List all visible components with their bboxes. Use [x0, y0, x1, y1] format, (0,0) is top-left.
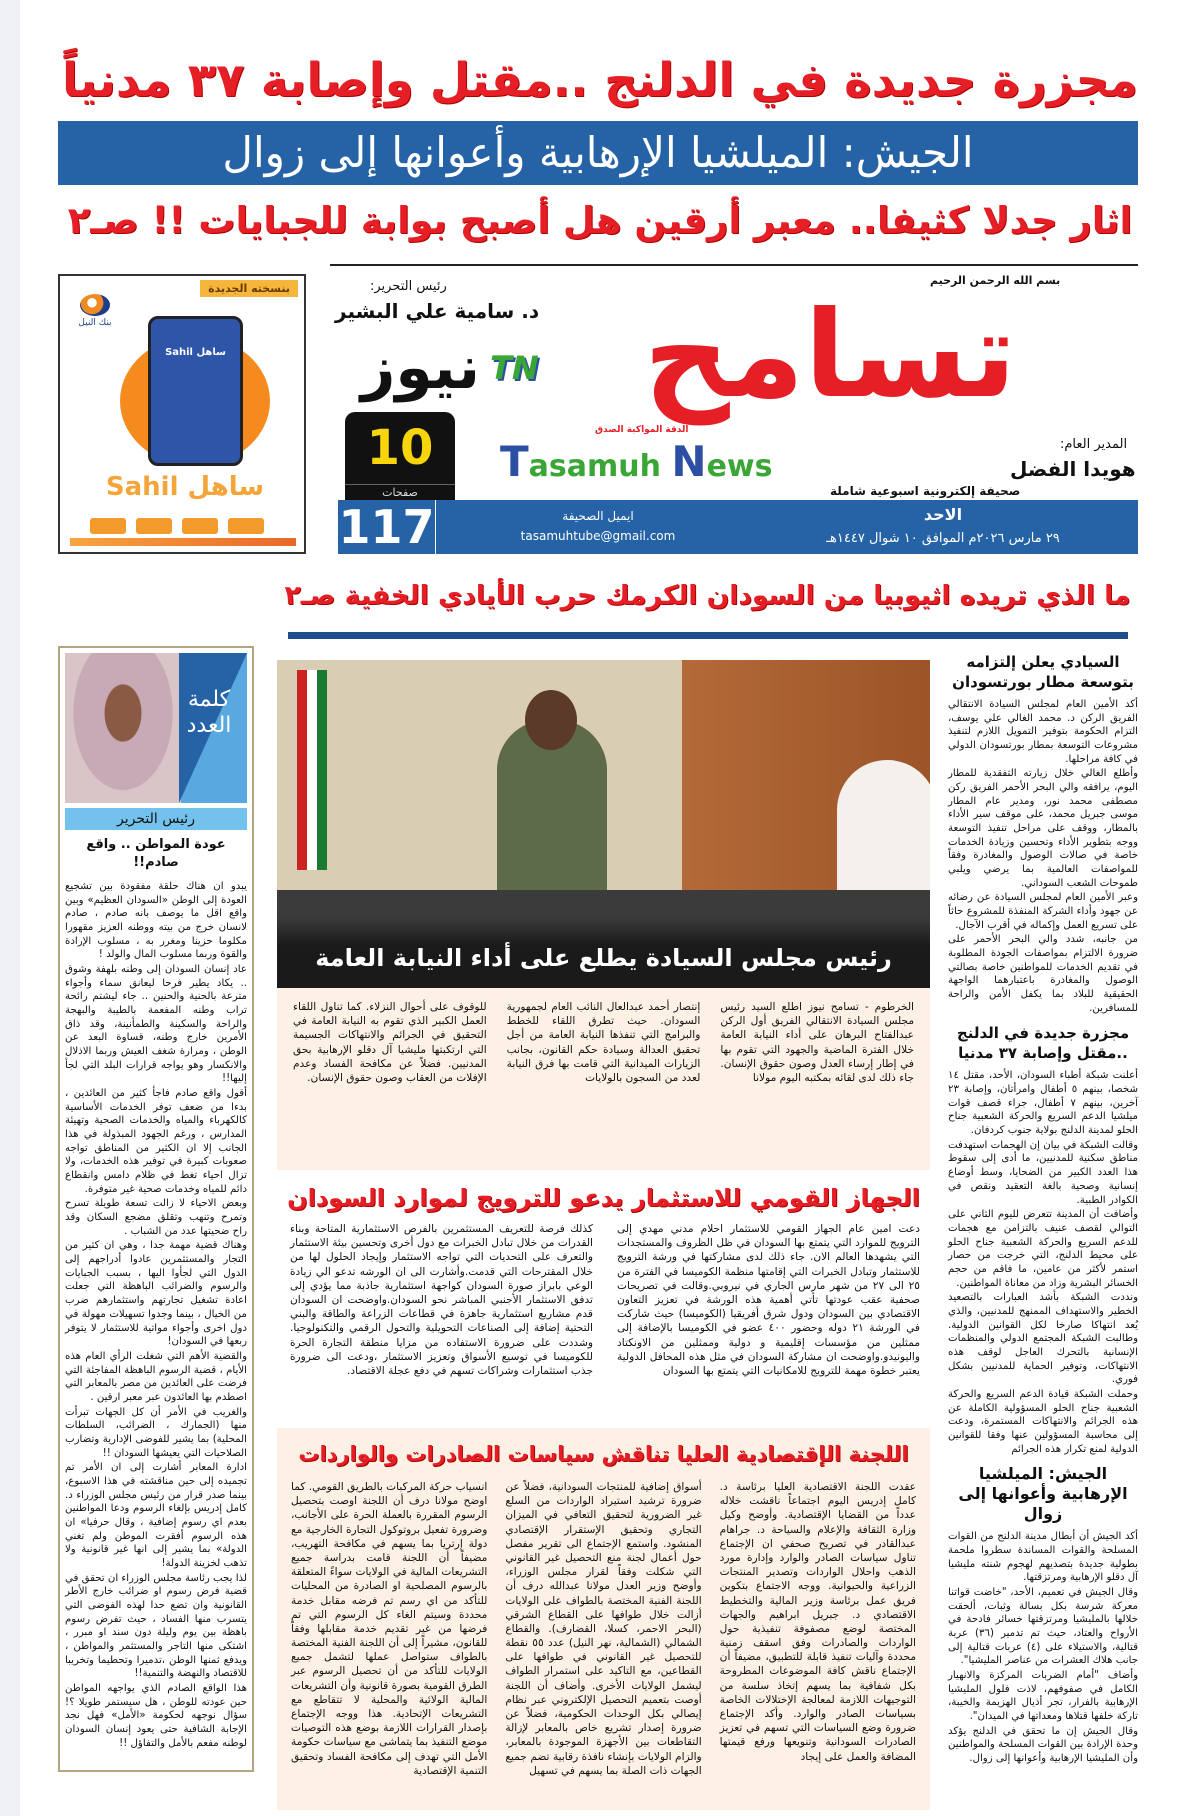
phone-graphic: ساهل Sahil — [148, 316, 243, 466]
paragraph: أكد الجيش أن أبطال مدينة الدلنج من القوات المسلحة والقوات المساندة سطروا ملحمة بطولية جديدة بتصديهم لهجوم شنته مليشيا آل دقلو الإرهابية ومرتزقتها. — [948, 1531, 1138, 1584]
column-badge: كلمة العدد — [186, 687, 232, 738]
sovereignty-article — [277, 988, 930, 1170]
sahil-logo: ساهل Sahil — [105, 472, 265, 502]
main-headline: مجزرة جديدة في الدلنج ..مقتل وإصابة ٣٧ مدنياً — [62, 53, 1138, 107]
tn-logo: TN — [490, 349, 539, 387]
paragraph: وقالت الشبكة في بيان إن الهجمات استهدفت مناطق سكنية للمدنيين، ما أدى إلى سقوط هذا العدد الكبير من الضحايا، وسط أوضاع إنسانية وصحية بالغة التعقيد ونقص في الكوادر الطبية. — [948, 1139, 1138, 1206]
photo-caption: رئيس مجلس السيادة يطلع على أداء النيابة العامة — [277, 918, 930, 988]
economy-article — [277, 1428, 930, 1810]
check-icon — [228, 518, 264, 534]
paragraph: هذا الواقع الصادم الذي يواجهه المواطن حين عودته للوطن ، هل سيستمر طويلا ؟! سؤال نوجهه لحكومة «الأمل» فهل نجد الإجابة الشافية حتى يعود إنسان السودان لوطنه مفعم بالأمل والتفاؤل !! — [65, 1682, 247, 1749]
ad-bar — [70, 538, 296, 546]
paragraph: وقال الجيش في تعميم، الأحد، "خاضت قواتنا معركة شرسة بكل بسالة وثبات، ألحقت خلالها بالمليشيا ومرتزقتها خسائر فادحة في الأرواح والعتاد، حيث تم تدمير (٣٦) عربة قتالية، والاستيلاء على (٤) عربات قتالية إلى جانب هلاك العشرات من عناصر المليشيا". — [948, 1586, 1138, 1667]
paragraph: وأطلع الغالي خلال زيارته التفقدية للمطار اليوم، يرافقه والي البحر الأحمر الفريق ركن مصطفى محمد نور، ومدير عام المطار موسى جبريل محمد، على موقف سير الأداء بالمطار، ووقف على مراحل تنفيذ التوسعة ووجه بتطوير الأداء وتحسين وزيادة الخدمات خاصة في صالات الوصول والمغادرة وفقاً للمواصفات العالمية بما يرضي ويلبي طموحات الشعب السوداني. — [948, 768, 1138, 889]
massacre-body — [948, 1069, 1138, 1456]
check-icon — [90, 518, 126, 534]
gm-name: هويدا الفضل — [1010, 457, 1136, 481]
page-count-label: صفحات — [345, 484, 455, 500]
paragraph: أقول واقع صادم فاجأ كثير من العائدين ، بدءا من ضعف توفر الخدمات الأساسية كالكهرباء والمياه والخدمات الصحية وتهيئة المدارس ، ورغم الجهود المبذولة في هذا الجانب إلا ان الكثير من المناطق تواجه صعوبات كبيرة في توفير هذه الخدمات، ولا تزال احياء تغط في ظلام دامس وانقطاع دائم للمياه وخدمات صحية غير متوفرة. — [65, 1088, 247, 1195]
paragraph: وعبر الأمين العام لمجلس السيادة عن رضائه عن جهود وأداء الشركة المنفذة للمشروع حاثاً على تسريع العمل وإكماله في أقرب الآجال. — [948, 892, 1138, 931]
editor-name: د. سامية علي البشير — [335, 299, 540, 323]
check-icon — [182, 518, 218, 534]
email-link[interactable]: tasamuhtube@gmail.com — [520, 529, 676, 543]
paragraph: وقال الجيش إن ما تحقق في الدلنج يؤكد وحدة الإرادة بين القوات المسلحة والمواطنين وأن المليشيا الإرهابية وأعوانها إلى زوال. — [948, 1725, 1138, 1765]
logo-english: Tasamuh News — [500, 437, 773, 486]
editor-role: رئيس التحرير — [65, 808, 247, 830]
paragraph: وبعض الاحياء لا زالت تسعة طويلة تسرح وتمرح وتنهب وتقلق مضجع السكان وقد راح ضحيتها عدد من الشباب . — [65, 1198, 247, 1237]
editorial-column — [58, 646, 254, 1772]
sudan-flag — [297, 670, 327, 870]
page-count: 10 — [345, 412, 455, 484]
info-bar — [338, 500, 1138, 554]
crossing-headline: اثار جدلا كثيفا.. معبر أرقين هل أصبح بوابة للجبايات !! صـ٢ — [67, 199, 1133, 242]
economy-title: اللجنة الإقتصادية العليا تناقش سياسات الصادرات والواردات — [298, 1442, 909, 1466]
army-headline-band: الجيش: الميلشيا الإرهابية وأعوانها إلى زوال — [58, 121, 1138, 185]
paragraph: والغريب في الأمر أن كل الجهات تبرأت منها (الجمارك ، الضرائب، السلطات المحلية) بما يشير للفوضى الإدارية وتضارب الصلاحيات التي يعيشها السودان !! — [65, 1406, 247, 1459]
article-column: الخرطوم - تسامح نيوز اطلع السيد رئيس مجلس السيادة الانتقالي الفريق أول الركن عبدالفتاح البرهان على أداء النيابة العامة خلال الفترة الماضية والجهود التي تقوم بها في إطار إرساء العدل وصون حقوق الإنسان. جاء ذلك لدى لقائه بمكتبه اليوم مولانا — [720, 1001, 914, 1084]
editor-portrait — [65, 653, 181, 803]
article-column: عقدت اللجنة الاقتصادية العليا برئاسة د. كامل إدريس اليوم اجتماعاً ناقشت خلاله عدداً من القضايا الإقتصادية. وأوضح وكيل وزارة الثقافة والإعلام والسياحة د. جراهام عبدالقادر في تصريح صحفي ان الإجتماع تناول سياسات الصادر والوارد وإدارة مورد الذهب واحلال الواردات وتصدير المنتجات الزراعية والحيوانية. ووجه الاجتماع بتكوين فريق عمل برئاسة وزير المالية والتخطيط الاقتصادي د. جبريل ابراهيم والجهات المختصة لوضع مصفوفة تنفيذية حول الواردات والصادرات وفق اسقف زمنية محددة وآليات تنفيذ قابلة للتطبيق، مضيفاً أن الإجتماع ناقش كافة الموضوعات المطروحة بكل شفافية بما يسهم إتخاذ سلسة من التوجيهات اللازمة لمعالجة الإختلالات الخاصة بسياسات الصادر والوارد. وأكد الإجتماع ضرورة وضع السياسات التي تسهم في تعزيز الصادرات السودانية وتنويعها ورفع قيمتها المضافة والعمل على إيجاد — [719, 1481, 916, 1763]
investment-title: الجهاز القومي للاستثمار يدعو للترويج لموارد السودان — [287, 1184, 920, 1212]
divider — [330, 264, 1138, 266]
sahil-advertisement — [58, 274, 306, 554]
article-column: أسواق إضافية للمنتجات السودانية، فضلاً عن ضرورة ترشيد استيراد الواردات من السلع غير الضرورية لتحقيق التعافي في الميزان التجاري وتحقيق الإستقرار الإقتصادي المنشود. واستمع الإجتماع الى تقرير مفصل حول أعمال لجنة منع التحصيل غير القانوني التي شكلت وفقاً لقرار مجلس الوزراء، وأوضح وزير العدل مولانا عبدالله درف أن اللجنة الفنية المختصة بالطواف على الولايات أزالت خلال طوافها على القطاع الشرقي (البحر الاحمر، كسلا، القضارف). والقطاع الشمالي (الشمالية، نهر النيل) عدد ٥٥ نقطة للتحصيل غير القانوني في طوافها على القطاعين، مع التاكيد على استمرار الطواف ليشمل الولايات الأخرى. وأضاف أن اللجنة أوصت بتعميم التحصيل الإلكتروني عبر نظام إيصالي بكل الوحدات الحكومية، فضلاً عن ضرورة إصدار تشريع خاص بالمعابر لإزالة التقاطعات بين الأجهزة الموجودة بالمعابر، والزام الولايات بإنشاء نافذة رقابية تضم جميع الجهات ذات الصلة بما يسهم في تسهيل — [505, 1481, 702, 1777]
blue-divider — [288, 632, 1128, 639]
logo-arabic: تسامح — [643, 286, 1017, 425]
paragraph: أكد الأمين العام لمجلس السيادة الانتقالي الفريق الركن د. محمد الغالي علي يوسف، التزام الحكومة بتوفير التمويل اللازم لتنفيذ مشروعات التوسعة بمطار بورتسودان الدولي في كافة مراحلها. — [948, 699, 1138, 765]
sovereignty-photo — [277, 660, 930, 988]
paragraph: ونددت الشبكة بأشد العبارات بالتصعيد الخطير والاستهداف الممنهج للمدنيين، والذي يُعد انتهاكا صارخا لكل القوانين الدولية. وطالبت الشبكة المجتمع الدولي والمنظمات الإنسانية بالتحرك العاجل لوقف هذه الانتهاكات، وتوفير الحماية للمدنيين بشكل فوري. — [948, 1292, 1138, 1386]
army-title: الجيش: الميلشيا الإرهابية وأعوانها إلى زوال — [958, 1464, 1128, 1524]
bank-logo-icon — [80, 294, 110, 316]
article-column: دعت امين عام الجهاز القومي للاستثمار احلام مدني مهدي إلى الترويج للموارد التي يتمتع بها السودان في ظل الظروف والمستجدات التي يشهدها العالم الان. جاء ذلك لدى مشاركتها في ورشة الترويج للاستثمار وتبادل الخبرات التي إقامتها منظمة الكوميسا في الفترة من ٢٥ الى ٢٧ من شهر مارس الجاري في نيروبي.وقالت في تصريحات صحفية عقب عودتها تأتي أهمية هذه الورشة في تعزيز التعاون الاقتصادي بين السودان ودول شرق أفريقيا (الكوميسا) حيث شاركت في الورشة ٢١ دوله وحضور ٤٠٠ عضو في الكوميسا بالإضافة إلى ممثلين من مؤسسات إقليمية و دولية وممثلين من الاونكتاد واليونيدو.واوضحت ان مشاركة السودان في مثل هذه المحافل الدولية يعتبر خطوة مهمة للترويج للامكانيات التي يتمتع بها السودان — [617, 1223, 920, 1377]
gm-label: المدير العام: — [1060, 437, 1128, 452]
paragraph: لذا يجب رئاسة مجلس الوزراء ان تحقق في قضية فرض رسوم او ضرائب خارج الأطر القانونية وان تضع حدا لهذه الفوضى التي يتسرب منها الفساد ، حيث تفرض رسوم باهظة بين يوم وليلة دون سند او مبرر ، اشتكى منها التاجر والمستثمر والمواطن ، ويدفع ثمنها الوطن ،تدميرا وتحطيما وتخريبا للاقتصاد والنهضة والتنمية!! — [64, 1572, 247, 1680]
ad-tag: بنسخته الجديدة — [200, 280, 298, 297]
army-body — [948, 1530, 1138, 1765]
editor-photo — [65, 653, 247, 803]
check-icon — [136, 518, 172, 534]
right-column — [948, 652, 1138, 1808]
airport-body — [948, 698, 1138, 1015]
editorial-body — [65, 880, 247, 1750]
editor-label: رئيس التحرير: — [370, 279, 447, 294]
article-column: كذلك فرصة للتعريف المستثمرين بالفرص الاستثمارية المتاحة وبناء القدرات من خلال تبادل الخبرات مع دول أخرى وتحسين بيئة الاستثمار والتعرف على التحديات التي تواجه الاستثمار وإيجاد الحلول لها من خلال المقترحات التي قدمت.وأشارت الى ان الورشه تدعو الي زيادة الوعي بابراز صورة السودان كواجهة استثمارية جاذبة مما يؤدي إلى تدفق الاستثمار الأجنبي المباشر نحو السودان.واوضحت ان السودان قدم مشاريع استثمارية جاهزة في قطاعات الزراعة والطاقة والبني التحتية إضافة إلى الصناعات التحويلية والتحول الرقمي والتكنولوجيا. وشددت على ضرورة الاستفاده من مزايا منطقة التجارة الحرة للكوميسا في توسيع الأسواق وتعزيز الاستثمار ،ودعت الى ضرورة جذب استثمارات وشراكات تسهم في دفع عجلة الاقتصاد. — [290, 1223, 593, 1377]
basmala: بسم الله الرحمن الرحيم — [930, 274, 1061, 287]
article-column: للوقوف على أحوال النزلاء. كما تناول اللقاء العمل الكبير الذي تقوم به النيابة العامة في التحقيق في الجرائم والانتهاكات الجسيمة التي ارتكبتها مليشيا آل دقلو الإرهابية بحق المدنيين. فضلاً عن مكافحة الفساد وعدم الإفلات من العقاب وصون حقوق الإنسان. — [292, 1001, 487, 1084]
article-column: انسياب حركة المركبات بالطريق القومي. كما اوضح مولانا درف أن اللجنة اوصت بتحصيل الرسوم المقررة بالعملة الحرة على الأجانب، وضرورة تفعيل بروتوكول التجارة الخارجية مع دولة إرتريا بما يسهم في مكافحة التهريب، مضيفاً أن اللجنة قامت بدراسة جميع التشريعات المالية في الولايات سواءً المتعلقة بالرسوم المصلحية او الصادرة من المحليات للتأكد من اي رسم تم فرضه مقابل خدمة محددة وسيتم الغاء كل الرسوم التي تم فرضها من غير تقديم خدمة مقابلها وفقاً للقانون، مشيراً إلى أن اللجنة الفنية المختصة بالطواف ستواصل عملها لتشمل جميع الولايات للتأكد من أن تحصيل الرسوم عبر الطرق القومية بصورة قانونية وأن التشريعات المالية الولائية والمحلية لا تتقاطع مع التشريعات الإتحادية. هذا ووجه الإجتماع بإصدار القرارات اللازمة بوضع هذه التوصيات موضع التنفيذ بما يتماشى مع سياسات حكومة الأمل التي تهدف إلى مكافحة الفساد وتحقيق التنمية الإقتصادية — [291, 1481, 488, 1777]
logo-news: نيوز — [360, 333, 480, 403]
paragraph: وهناك قضية مهمة جدا ، وهي ان كثير من التجار والمستثمرين عادوا أدراجهم إلى الدول التي لجأوا اليها ، بسبب الجبايات والرسوم والضرائب الباهظة التي جعلت اعادة تشغيل تجارتهم واستثمارهم ضرب من الخيال ، بينما وجدوا تسهيلات مهولة في دول اخرى وأجواء مواتية للاستثمار لا يتوفر ربعها في السودان! — [65, 1240, 247, 1348]
paragraph: أعلنت شبكة أطباء السودان، الأحد، مقتل ١٤ شخصا، بينهم ٥ أطفال وامرأتان، وإصابة ٢٣ آخرين، بينهم ٧ أطفال، جراء قصف قوات ميلشيا الدعم السريع والحركة الشعبية جناح الحلو لمدينة الدلنج بولاية جنوب كردفان. — [948, 1070, 1138, 1137]
page-edge — [0, 0, 20, 1816]
publication-type: صحيفة إلكترونية اسبوعية شاملة — [830, 484, 1021, 498]
date-block: الاحد ٢٩ مارس ٢٠٢٦م الموافق ١٠ شوال ١٤٤٧هـ — [826, 505, 1060, 546]
paragraph: عاد إنسان السودان إلى وطنه بلهفة وشوق .. يكاد يطير فرحا ليعانق سماء وأجواء مترعة بالحنية والحنين .. جاء ليشتم رائحة تراب وطنه المفعمة بالطيبة والبهجة والراحة والسكينة والطمأنينة، وقد ذاق الأمرين خارج وطنه، قساوة البعد عن الوطن ، ومرارة شغف العيش وربما الاذلال والانكسار وهو يواجه قرارات البلد التي لجأ إليها!! — [65, 964, 247, 1085]
airport-title: السيادي يعلن إلتزامه بتوسعة مطار بورتسودان — [952, 653, 1134, 691]
app-icons — [90, 518, 264, 534]
paragraph: والقضية الأهم التي شغلت الرأي العام هذه الأيام ، قضية الرسوم الباهظة المفاجئة التي فرضت على العائدين من مصر بالمعابر التي اصطدم بها العائدون عبر معبر ارقين . — [65, 1350, 247, 1403]
paragraph: وحملت الشبكة قيادة الدعم السريع والحركة الشعبية جناح الحلو المسؤولية الكاملة عن هذه الجرائم والانتهاكات المستمرة، ودعت إلى محاسبة المسؤولين عنها وفقا للقوانين الدولية لمنع تكرار هذه الجرائم — [948, 1388, 1138, 1455]
editorial-title: عودة المواطن .. واقع صادم!! — [86, 837, 226, 870]
paragraph: يبدو ان هناك حلقة مفقودة بين تشجيع العودة إلى الوطن «السودان العظيم» وبين واقع اقل ما يوصف بانه صادم ، صادم لانسان خرج من بيته ووطنه العزيز مقهورا مكلوما حزينا ومغرر به ، مسلوب الإرادة والقوة وربما مسلوب المال والولد ! — [65, 881, 247, 961]
issue-number: 117 — [338, 500, 435, 554]
investment-article — [290, 1222, 920, 1422]
paragraph: وأضاف "أمام الضربات المركزة والانهيار الكامل في صفوفهم، لاذت فلول المليشيا الإرهابية بالفرار، تجر أذيال الهزيمة والخيبة، تاركة خلفها قتلاها ومعداتها في الميدان". — [948, 1669, 1138, 1722]
paragraph: من جانبه، شدد والي البحر الأحمر على ضرورة الالتزام بمواصفات الجودة المطلوبة في تقديم الخدمات للمواطنين خاصة بصالتي الوصول والمغادرة باعتبارهما الواجهة الحقيقية للبلاد بما يكفل الأمن والراحة للمسافرين. — [948, 934, 1138, 1014]
photo-person-head — [525, 690, 577, 750]
slogan: الدقة المواكبة الصدق — [595, 425, 689, 435]
email-block: ايميل الصحيفة tasamuhtube@gmail.com — [448, 506, 748, 546]
bank-logo: بنك النيل — [70, 294, 120, 328]
paragraph: وأضافت أن المدينة تتعرض لليوم الثاني على التوالي لقصف عنيف بالتزامن مع هجمات للدعم السريع والحركة الشعبية جناح الحلو على محيط الدلنج، التي خرجت من حصار استمر لأكثر من عامين، ما فاقم من حجم الخسائر البشرية وزاد من معاناة المواطنين. — [948, 1209, 1138, 1289]
article-column: إنتصار أحمد عبدالعال النائب العام لجمهورية السودان. حيث تطرق اللقاء للخطط والبرامج التي تنفذها النيابة العامة من أجل تحقيق العدالة وسيادة حكم القانون، بجانب الزيارات الميدانية التي قامت بها فرق النيابة لعدد من السجون بالولايات — [506, 1001, 701, 1084]
massacre-title: مجزرة جديدة في الدلنج ..مقتل وإصابة ٣٧ مدنيا — [956, 1024, 1130, 1063]
ethiopia-headline: ما الذي تريده اثيوبيا من السودان الكرمك حرب الأيادي الخفية صـ٢ — [284, 580, 1131, 611]
paragraph: ادارة المعابر أشارت إلى ان الأمر تم تجميده إلى حين مناقشته في هذا الاسبوع، بينما صدر قرار من رئيس مجلس الوزراء د. كامل إدريس بإلغاء الرسوم ودعا المواطنين بعدم اي رسوم إضافية ، وقال حرفيا» ان هذه الرسوم أفقرت الموطن ولم تغني الدولة» بما يشير إلى انها غير قانونية ولا تذهب لخزينة الدولة! — [65, 1462, 247, 1569]
